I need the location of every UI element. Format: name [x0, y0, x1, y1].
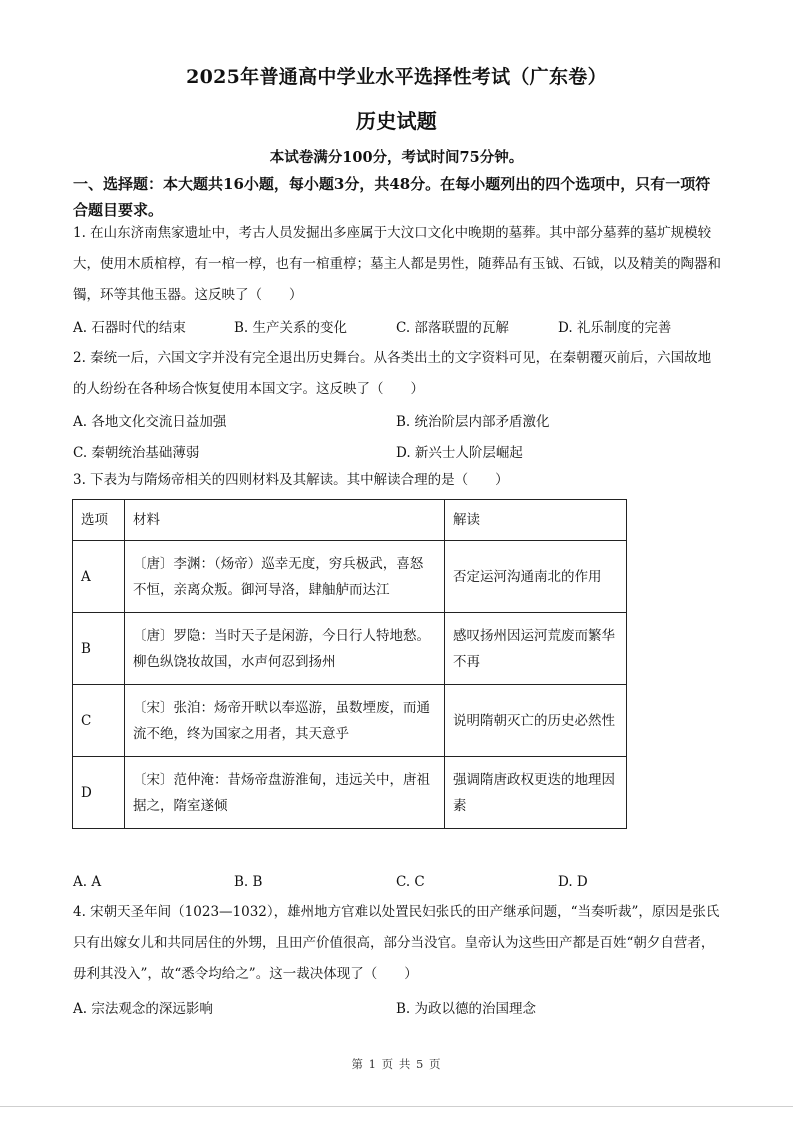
table-row — [73, 613, 627, 685]
q1-option-a: A. 石器时代的结束 — [73, 320, 186, 336]
table-cell-option: C — [73, 685, 125, 757]
table-cell-interpretation: 否定运河沟通南北的作用 — [445, 541, 627, 613]
question-3-table — [72, 499, 627, 829]
table-header-cell: 选项 — [73, 500, 125, 541]
table-cell-material: 〔宋〕张洎：炀帝开畎以奉巡游，虽数堙废，而通流不绝，终为国家之用者，其天意乎 — [125, 685, 445, 757]
q2-option-d: D. 新兴士人阶层崛起 — [396, 445, 523, 461]
page-divider — [0, 1106, 793, 1107]
table-cell-material: 〔宋〕范仲淹：昔炀帝盘游淮甸，违远关中，唐祖据之，隋室遂倾 — [125, 757, 445, 829]
table-header-cell: 材料 — [125, 500, 445, 541]
table-cell-interpretation: 说明隋朝灭亡的历史必然性 — [445, 685, 627, 757]
table-cell-option: D — [73, 757, 125, 829]
table-cell-option: B — [73, 613, 125, 685]
question-2-stem: 2. 秦统一后，六国文字并没有完全退出历史舞台。从各类出土的文字资料可见，在秦朝覆灭前后，六国故地的人纷纷在各种场合恢复使用本国文字。这反映了（ ） — [73, 350, 712, 397]
q1-option-c: C. 部落联盟的瓦解 — [396, 320, 509, 336]
table-header-cell: 解读 — [445, 500, 627, 541]
q3-option-c: C. C — [396, 874, 425, 890]
table-cell-interpretation: 感叹扬州因运河荒废而繁华不再 — [445, 613, 627, 685]
q2-option-c: C. 秦朝统治基础薄弱 — [73, 445, 200, 461]
table-row — [73, 685, 627, 757]
q3-option-d: D. D — [558, 874, 588, 890]
exam-subtitle: 历史试题 — [355, 109, 438, 133]
question-1-stem: 1. 在山东济南焦家遗址中，考古人员发掘出多座属于大汶口文化中晚期的墓葬。其中部分墓葬的墓圹规模较大，使用木质棺椁，有一棺一椁，也有一棺重椁；墓主人都是男性，随葬品有玉钺、石钺，以及精美的陶器和镯，环等其他玉器。这反映了（ ） — [73, 225, 721, 303]
table-row — [73, 541, 627, 613]
q4-option-a: A. 宗法观念的深远影响 — [73, 1001, 213, 1017]
table-cell-interpretation: 强调隋唐政权更迭的地理因素 — [445, 757, 627, 829]
table-row — [73, 757, 627, 829]
section-heading: 一、选择题：本大题共16小题，每小题3分，共48分。在每小题列出的四个选项中，只有一项符合题目要求。 — [73, 175, 711, 219]
exam-title: 2025年普通高中学业水平选择性考试（广东卷） — [186, 66, 607, 88]
q1-option-b: B. 生产关系的变化 — [234, 320, 348, 336]
table-cell-option: A — [73, 541, 125, 613]
q2-option-a: A. 各地文化交流日益加强 — [73, 414, 227, 430]
q3-option-b: B. B — [234, 874, 263, 890]
q1-option-d: D. 礼乐制度的完善 — [558, 320, 672, 336]
question-4-stem: 4. 宋朝天圣年间（1023—1032），雄州地方官难以处置民妇张氏的田产继承问题，“当奏听裁”，原因是张氏只有出嫁女儿和共同居住的外甥，且田产价值很高，部分当没官。皇帝认为这些田产都是百姓“朝夕自营者，毋利其没入”，故“悉令均给之”。这一裁决体现了（ ） — [73, 904, 720, 982]
table-header-row — [73, 500, 627, 541]
q4-option-b: B. 为政以德的治国理念 — [396, 1001, 537, 1017]
table-cell-material: 〔唐〕罗隐：当时天子是闲游，今日行人特地愁。柳色纵饶妆故国，水声何忍到扬州 — [125, 613, 445, 685]
table-cell-material: 〔唐〕李渊：（炀帝）巡幸无度，穷兵极武，喜怒不恒，亲离众叛。御河导洛，肆舳舻而达江 — [125, 541, 445, 613]
page-number: 第 1 页 共 5 页 — [351, 1057, 442, 1071]
q3-option-a: A. A — [73, 874, 102, 890]
q2-option-b: B. 统治阶层内部矛盾激化 — [396, 414, 550, 430]
exam-note: 本试卷满分100分，考试时间75分钟。 — [269, 149, 524, 166]
question-3-stem: 3. 下表为与隋炀帝相关的四则材料及其解读。其中解读合理的是（ ） — [73, 472, 509, 488]
